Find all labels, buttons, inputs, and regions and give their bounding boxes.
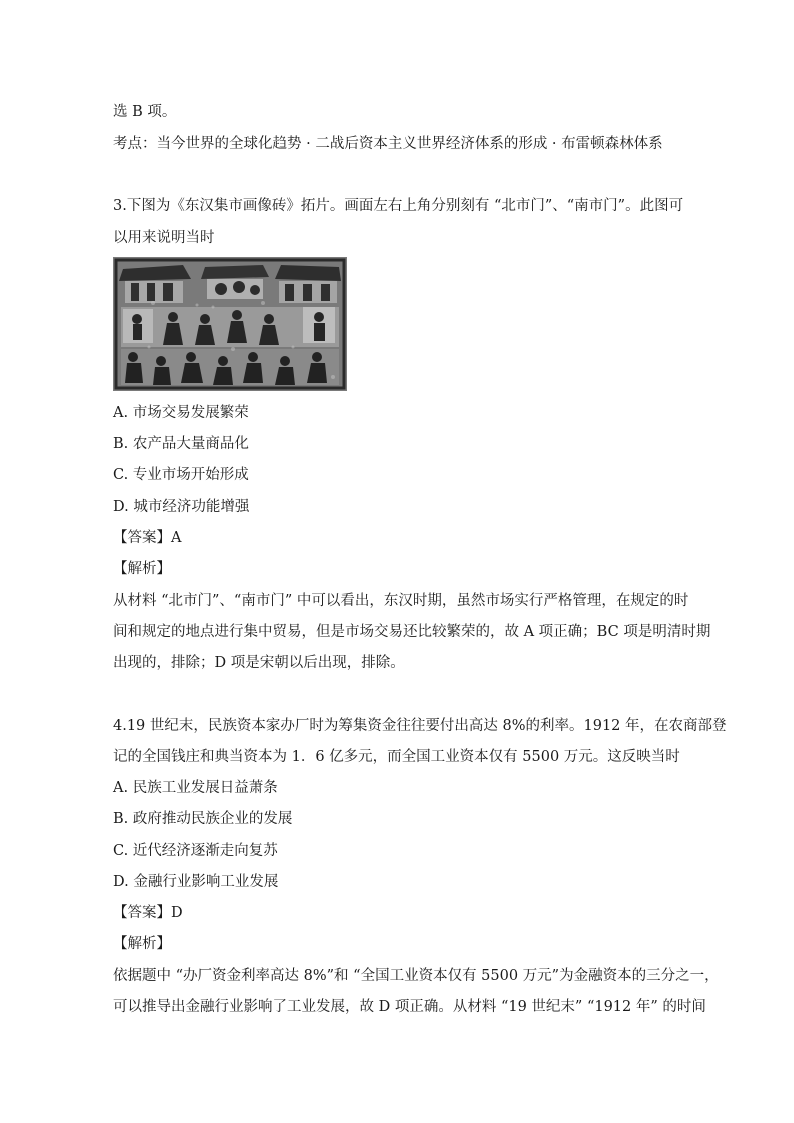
q3-analysis-line-3: 出现的，排除；D 项是宋朝以后出现，排除。: [113, 655, 405, 671]
q3-analysis-label: 【解析】: [113, 561, 171, 577]
q4-analysis-line-2: 可以推导出金融行业影响了工业发展，故 D 项正确。从材料 “19 世纪末” “1912 年” 的时间: [113, 999, 706, 1015]
q4-stem-line-1: 4.19 世纪末，民族资本家办厂时为筹集资金往往要付出高达 8%的利率。1912 年，在农商部登: [113, 718, 727, 734]
q4-analysis-line-1: 依据题中 “办厂资金利率高达 8%”和 “全国工业资本仅有 5500 万元”为金融资本的三分之一，: [113, 968, 719, 984]
q4-stem-line-2: 记的全国钱庄和典当资本为 1．6 亿多元，而全国工业资本仅有 5500 万元。这反映当时: [113, 749, 680, 765]
q4-option-a: A. 民族工业发展日益萧条: [113, 780, 278, 796]
q4-answer: 【答案】D: [113, 905, 183, 921]
q4-option-c: C. 近代经济逐渐走向复苏: [113, 843, 278, 859]
q3-option-a: A. 市场交易发展繁荣: [113, 405, 249, 421]
q4-option-b: B. 政府推动民族企业的发展: [113, 811, 293, 827]
q3-option-b: B. 农产品大量商品化: [113, 436, 249, 452]
market-brick-rubbing-image: [113, 257, 347, 391]
kaodian-line: 考点：当今世界的全球化趋势 · 二战后资本主义世界经济体系的形成 · 布雷顿森林体系: [113, 136, 663, 152]
q3-stem-line-2: 以用来说明当时: [113, 230, 215, 246]
q4-option-d: D. 金融行业影响工业发展: [113, 874, 279, 890]
previous-answer-tail: 选 B 项。: [113, 104, 177, 120]
q3-analysis-line-1: 从材料 “北市门”、“南市门” 中可以看出，东汉时期，虽然市场实行严格管理，在规定的时: [113, 593, 689, 609]
q3-option-c: C. 专业市场开始形成: [113, 467, 249, 483]
q3-analysis-line-2: 间和规定的地点进行集中贸易，但是市场交易还比较繁荣的，故 A 项正确；BC 项是明清时期: [113, 624, 711, 640]
q3-stem-line-1: 3.下图为《东汉集市画像砖》拓片。画面左右上角分别刻有 “北市门”、“南市门”。此图可: [113, 198, 684, 214]
q4-analysis-label: 【解析】: [113, 936, 171, 952]
q3-option-d: D. 城市经济功能增强: [113, 499, 250, 515]
q3-answer: 【答案】A: [113, 530, 182, 546]
